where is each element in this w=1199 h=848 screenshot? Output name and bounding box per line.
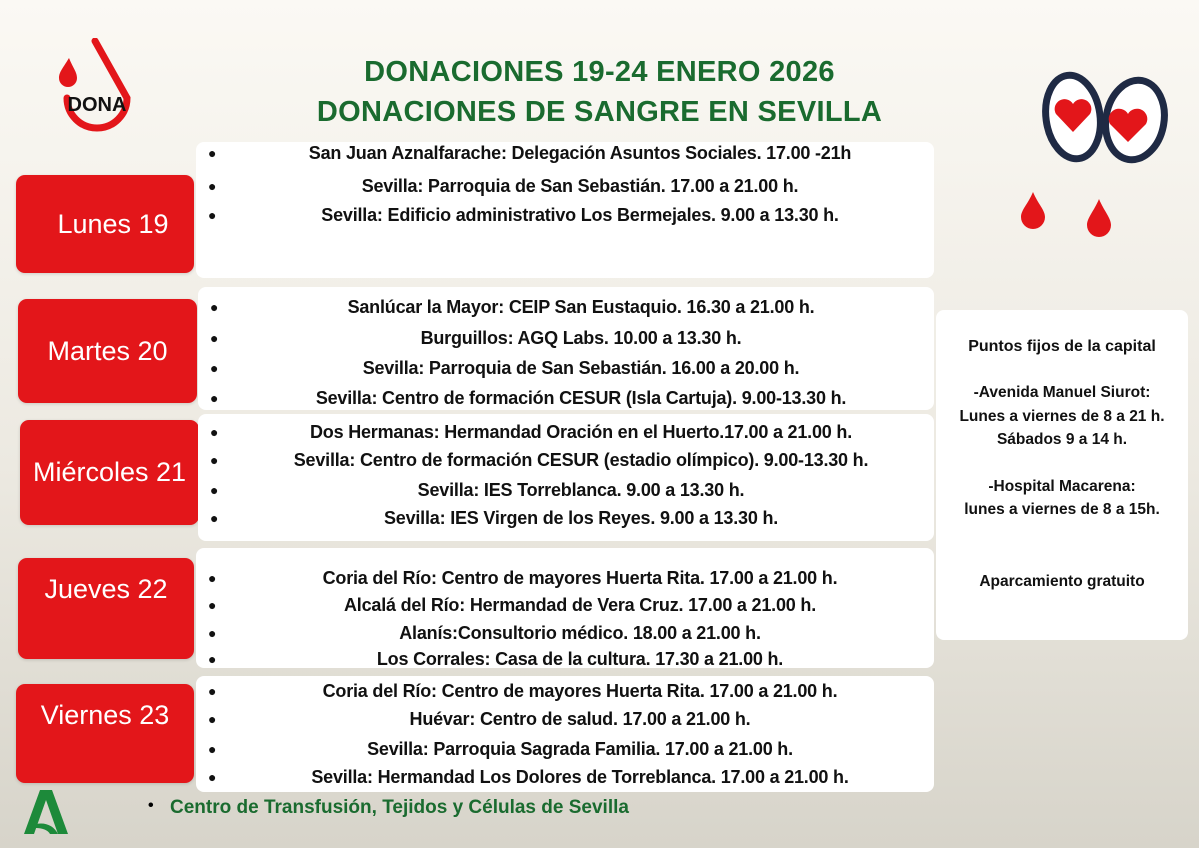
schedule-item: Sevilla: Parroquia de San Sebastián. 17.00 a 21.00 h. (361, 175, 799, 196)
point-1-saturday: Sábados 9 a 14 h. (996, 431, 1128, 448)
schedule-item: Sevilla: IES Torreblanca. 9.00 a 13.30 h. (417, 479, 745, 500)
schedule-item: Huévar: Centro de salud. 17.00 a 21.00 h. (409, 708, 751, 729)
dona-logo (55, 38, 140, 148)
schedule-item: Sevilla: Centro de formación CESUR (Isla Cartuja). 9.00-13.30 h. (315, 387, 847, 408)
schedule-panel-jueves (196, 548, 934, 668)
blood-drop-icon (1018, 190, 1048, 230)
schedule-item: Sevilla: Hermandad Los Dolores de Torreblanca. 17.00 a 21.00 h. (311, 766, 849, 787)
point-1-hours: Lunes a viernes de 8 a 21 h. (959, 408, 1165, 425)
title-line-1: DONACIONES 19-24 ENERO 2026 (364, 56, 835, 88)
schedule-item: Burguillos: AGQ Labs. 10.00 a 13.30 h. (420, 327, 742, 348)
bullet-icon: ● (208, 625, 217, 641)
day-label-viernes: Viernes 23 (16, 684, 194, 783)
heart-eyes-icon (1040, 70, 1170, 165)
schedule-item: Sevilla: Centro de formación CESUR (estadio olímpico). 9.00-13.30 h. (293, 449, 869, 470)
point-2-name: -Hospital Macarena: (988, 478, 1136, 495)
schedule-item: Coria del Río: Centro de mayores Huerta Rita. 17.00 a 21.00 h. (322, 680, 838, 701)
bullet-icon: ● (210, 510, 219, 526)
bullet-icon: ● (210, 360, 219, 376)
fixed-points-title: Puntos fijos de la capital (968, 338, 1156, 355)
bullet-icon: ● (208, 570, 217, 586)
parking-note: Aparcamiento gratuito (979, 573, 1145, 590)
schedule-panel-lunes (196, 142, 934, 278)
footer-organization: Centro de Transfusión, Tejidos y Células de Sevilla (170, 797, 629, 818)
day-label-miercoles: Miércoles 21 (20, 420, 199, 525)
schedule-item: Dos Hermanas: Hermandad Oración en el Huerto.17.00 a 21.00 h. (309, 421, 852, 442)
schedule-item: Sevilla: Parroquia Sagrada Familia. 17.00 a 21.00 h. (367, 738, 793, 759)
schedule-panel-martes (198, 287, 934, 410)
schedule-item: Coria del Río: Centro de mayores Huerta Rita. 17.00 a 21.00 h. (322, 567, 838, 588)
bullet-icon: ● (208, 651, 217, 667)
schedule-item: Sevilla: IES Virgen de los Reyes. 9.00 a 13.30 h. (383, 507, 779, 528)
fixed-points-panel (936, 310, 1188, 640)
schedule-item: Los Corrales: Casa de la cultura. 17.30 a 21.00 h. (376, 648, 784, 669)
svg-text:DONA: DONA (67, 94, 127, 116)
point-2-hours: lunes a viernes de 8 a 15h. (964, 501, 1160, 518)
bullet-icon: ● (208, 207, 217, 223)
bullet-icon: ● (210, 330, 219, 346)
schedule-item: Alanís:Consultorio médico. 18.00 a 21.00 h. (399, 622, 761, 643)
schedule-item: Alcalá del Río: Hermandad de Vera Cruz. 17.00 a 21.00 h. (343, 594, 816, 615)
bullet-icon: ● (208, 178, 217, 194)
bullet-icon: ● (208, 769, 217, 785)
bullet-icon: ● (208, 145, 217, 161)
junta-andalucia-logo (20, 788, 72, 836)
schedule-item: Sevilla: Parroquia de San Sebastián. 16.00 a 20.00 h. (362, 357, 800, 378)
bullet-icon: ● (208, 741, 217, 757)
bullet-icon: ● (210, 390, 219, 406)
schedule-item: Sanlúcar la Mayor: CEIP San Eustaquio. 16.30 a 21.00 h. (347, 296, 815, 317)
blood-drop-icon (1084, 197, 1114, 239)
stray-bullet: • (148, 797, 154, 814)
bullet-icon: ● (208, 683, 217, 699)
schedule-item: Sevilla: Edificio administrativo Los Bermejales. 9.00 a 13.30 h. (321, 204, 839, 225)
day-label-lunes: Lunes 19 (16, 175, 194, 273)
day-label-jueves: Jueves 22 (18, 558, 194, 659)
bullet-icon: ● (208, 711, 217, 727)
schedule-panel-miercoles (198, 414, 934, 541)
schedule-item: San Juan Aznalfarache: Delegación Asuntos Sociales. 17.00 -21h (308, 142, 852, 163)
bullet-icon: ● (210, 299, 219, 315)
bullet-icon: ● (210, 452, 219, 468)
point-1-name: -Avenida Manuel Siurot: (973, 384, 1151, 401)
schedule-panel-viernes (196, 676, 934, 792)
day-label-martes: Martes 20 (18, 299, 197, 403)
bullet-icon: ● (210, 424, 219, 440)
title-line-2: DONACIONES DE SANGRE EN SEVILLA (316, 96, 883, 128)
bullet-icon: ● (210, 482, 219, 498)
bullet-icon: ● (208, 597, 217, 613)
